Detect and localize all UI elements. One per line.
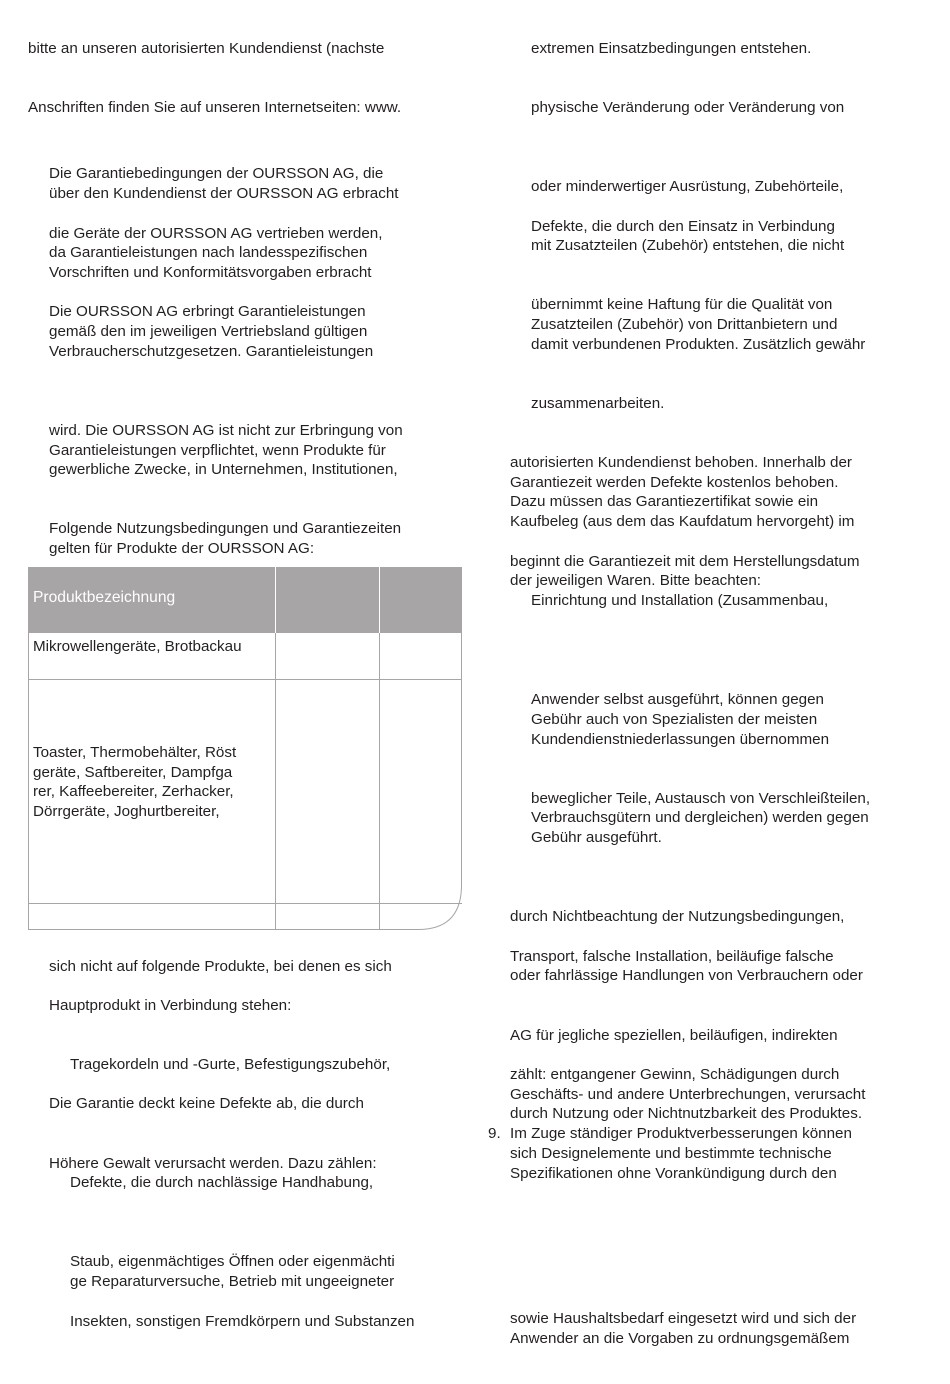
text-line: Anschriften finden Sie auf unseren Internetseiten: www. [28,99,402,116]
text-line: damit verbundenen Produkten. Zusätzlich gewähr [531,336,866,353]
text-line: Vorschriften und Konformitätsvorgaben erbracht [49,264,372,281]
text-line: Dazu müssen das Garantiezertifikat sowie ein [510,493,819,510]
text-line: der jeweiligen Waren. Bitte beachten: [510,572,762,589]
text-line: bitte an unseren autorisierten Kundendienst (nachste [28,40,385,57]
text-line: extremen Einsatzbedingungen entstehen. [531,40,812,57]
text-line: gewerbliche Zwecke, in Unternehmen, Institutionen, [49,461,398,478]
text-line: Kundendienstniederlassungen übernommen [531,731,830,748]
table-cell-product: Dörrgeräte, Joghurtbereiter, [33,803,220,820]
text-line: sich Designelemente und bestimmte technische [510,1145,832,1162]
text-line: Garantieleistungen verpflichtet, wenn Produkte für [49,442,386,459]
table-cell-product: Mikrowellengeräte, Brotbackau [33,638,242,655]
text-line: Verbrauchsgütern und dergleichen) werden gegen [531,809,869,826]
text-line: Verbraucherschutzgesetzen. Garantieleistungen [49,343,374,360]
text-line: ge Reparaturversuche, Betrieb mit ungeeigneter [70,1273,395,1290]
text-line: Staub, eigenmächtiges Öffnen oder eigenmächti [70,1253,395,1270]
text-line: physische Veränderung oder Veränderung von [531,99,845,116]
text-line: Defekte, die durch den Einsatz in Verbindung [531,218,835,235]
text-line: gemäß den im jeweiligen Vertriebsland gültigen [49,323,368,340]
text-line: Gebühr auch von Spezialisten der meisten [531,711,818,728]
text-line: Die Garantie deckt keine Defekte ab, die durch [49,1095,364,1112]
text-line: Im Zuge ständiger Produktverbesserungen können [510,1125,852,1142]
text-line: beweglicher Teile, Austausch von Verschleißteilen, [531,790,871,807]
text-line: durch Nutzung oder Nichtnutzbarkeit des Produktes. [510,1105,863,1122]
text-line: Kaufbeleg (aus dem das Kaufdatum hervorgeht) im [510,513,855,530]
text-line: Zusatzteilen (Zubehör) von Drittanbietern und [531,316,838,333]
text-line: wird. Die OURSSON AG ist nicht zur Erbringung von [49,422,403,439]
text-line: Die Garantiebedingungen der OURSSON AG, die [49,165,384,182]
text-line: durch Nichtbeachtung der Nutzungsbedingungen, [510,908,845,925]
text-line: Folgende Nutzungsbedingungen und Garantiezeiten [49,520,402,537]
text-line: oder fahrlässige Handlungen von Verbrauchern oder [510,967,863,984]
text-line: Insekten, sonstigen Fremdkörpern und Substanzen [70,1313,415,1330]
text-line: beginnt die Garantiezeit mit dem Herstellungsdatum [510,553,860,570]
text-line: Höhere Gewalt verursacht werden. Dazu zählen: [49,1155,377,1172]
list-number: 9. [488,1125,501,1142]
text-line: AG für jegliche speziellen, beiläufigen, indirekten [510,1027,838,1044]
text-line: Gebühr ausgeführt. [531,829,662,846]
text-line: Geschäfts- und andere Unterbrechungen, verursacht [510,1086,866,1103]
text-line: Anwender an die Vorgaben zu ordnungsgemäßem [510,1330,850,1347]
text-line: Tragekordeln und -Gurte, Befestigungszubehör, [70,1056,391,1073]
warranty-table [28,567,462,930]
table-cell-product: rer, Kaffeebereiter, Zerhacker, [33,783,234,800]
text-line: Transport, falsche Installation, beiläufige falsche [510,948,834,965]
text-line: da Garantieleistungen nach landesspezifischen [49,244,368,261]
text-line: Hauptprodukt in Verbindung stehen: [49,997,292,1014]
text-line: oder minderwertiger Ausrüstung, Zubehörteile, [531,178,844,195]
text-line: Defekte, die durch nachlässige Handhabung, [70,1174,374,1191]
text-line: sich nicht auf folgende Produkte, bei denen es sich [49,958,392,975]
text-line: über den Kundendienst der OURSSON AG erbracht [49,185,399,202]
text-line: die Geräte der OURSSON AG vertrieben werden, [49,225,383,242]
table-cell-product: geräte, Saftbereiter, Dampfga [33,764,233,781]
text-line: zusammenarbeiten. [531,395,665,412]
text-line: mit Zusatzteilen (Zubehör) entstehen, die nicht [531,237,845,254]
table-cell-product: Toaster, Thermobehälter, Röst [33,744,237,761]
text-line: gelten für Produkte der OURSSON AG: [49,540,315,557]
table-header-product: Produktbezeichnung [33,589,176,606]
text-line: autorisierten Kundendienst behoben. Innerhalb der [510,454,852,471]
text-line: sowie Haushaltsbedarf eingesetzt wird und sich der [510,1310,857,1327]
text-line: übernimmt keine Haftung für die Qualität von [531,296,833,313]
text-line: zählt: entgangener Gewinn, Schädigungen durch [510,1066,840,1083]
text-line: Spezifikationen ohne Vorankündigung durch den [510,1165,837,1182]
text-line: Anwender selbst ausgeführt, können gegen [531,691,824,708]
text-line: Die OURSSON AG erbringt Garantieleistungen [49,303,366,320]
text-line: Garantiezeit werden Defekte kostenlos behoben. [510,474,839,491]
text-line: Einrichtung und Installation (Zusammenbau, [531,592,829,609]
